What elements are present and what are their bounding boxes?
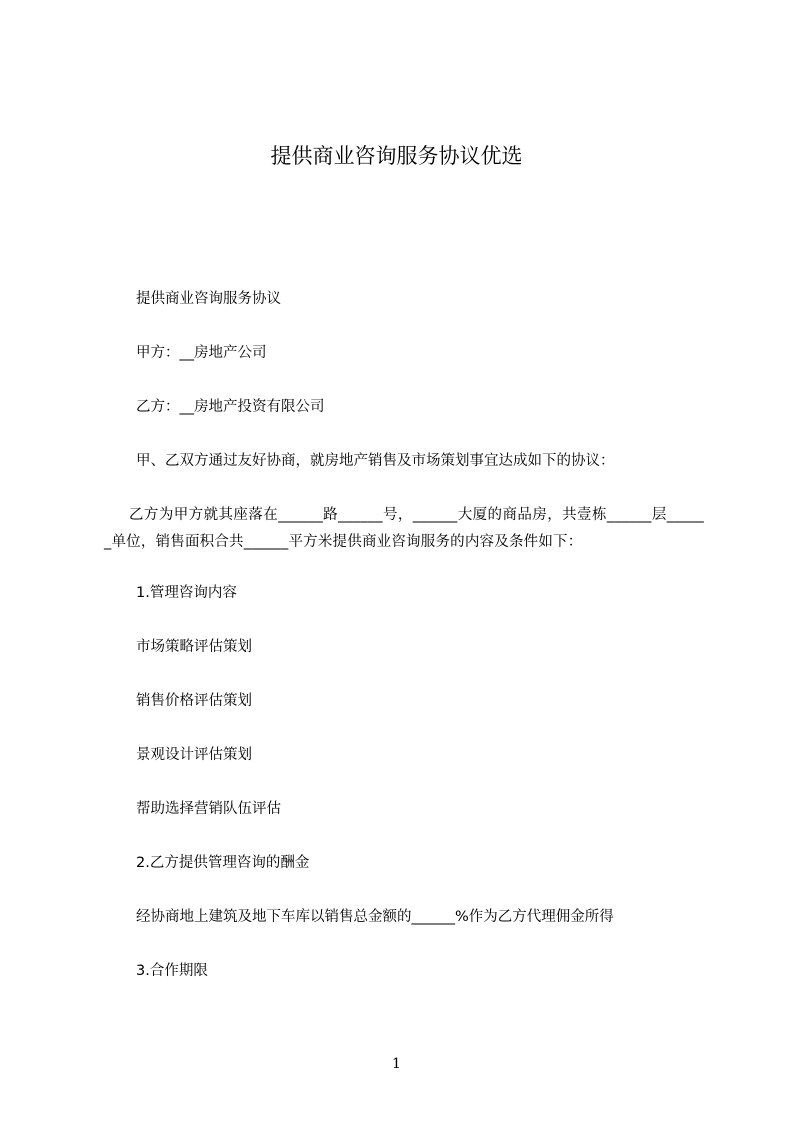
paragraph-party-b: 乙方：__房地产投资有限公司 — [136, 399, 325, 415]
section-heading-consulting-content: 1.管理咨询内容 — [136, 585, 237, 601]
list-item-sales-price: 销售价格评估策划 — [136, 693, 252, 709]
list-item-market-strategy: 市场策略评估策划 — [136, 639, 252, 655]
paragraph-commission: 经协商地上建筑及地下车库以销售总金额的______%作为乙方代理佣金所得 — [136, 909, 614, 925]
paragraph-party-a: 甲方：__房地产公司 — [136, 345, 267, 361]
list-item-sales-team: 帮助选择营销队伍评估 — [136, 801, 281, 817]
paragraph-preamble: 甲、乙双方通过友好协商，就房地产销售及市场策划事宜达成如下的协议： — [136, 453, 615, 469]
paragraph-property-description: 乙方为甲方就其座落在______路______号，______大厦的商品房，共壹栋______层______单位，销售面积合共______平方米提供商业咨询服务的内容及条件如下： — [104, 507, 704, 550]
section-heading-remuneration: 2.乙方提供管理咨询的酬金 — [136, 855, 310, 871]
section-heading-cooperation-term: 3.合作期限 — [136, 963, 208, 979]
paragraph-agreement-name: 提供商业咨询服务协议 — [136, 291, 281, 307]
list-item-landscape-design: 景观设计评估策划 — [136, 747, 252, 763]
document-title: 提供商业咨询服务协议优选 — [270, 144, 523, 168]
page-number: 1 — [392, 1056, 401, 1072]
